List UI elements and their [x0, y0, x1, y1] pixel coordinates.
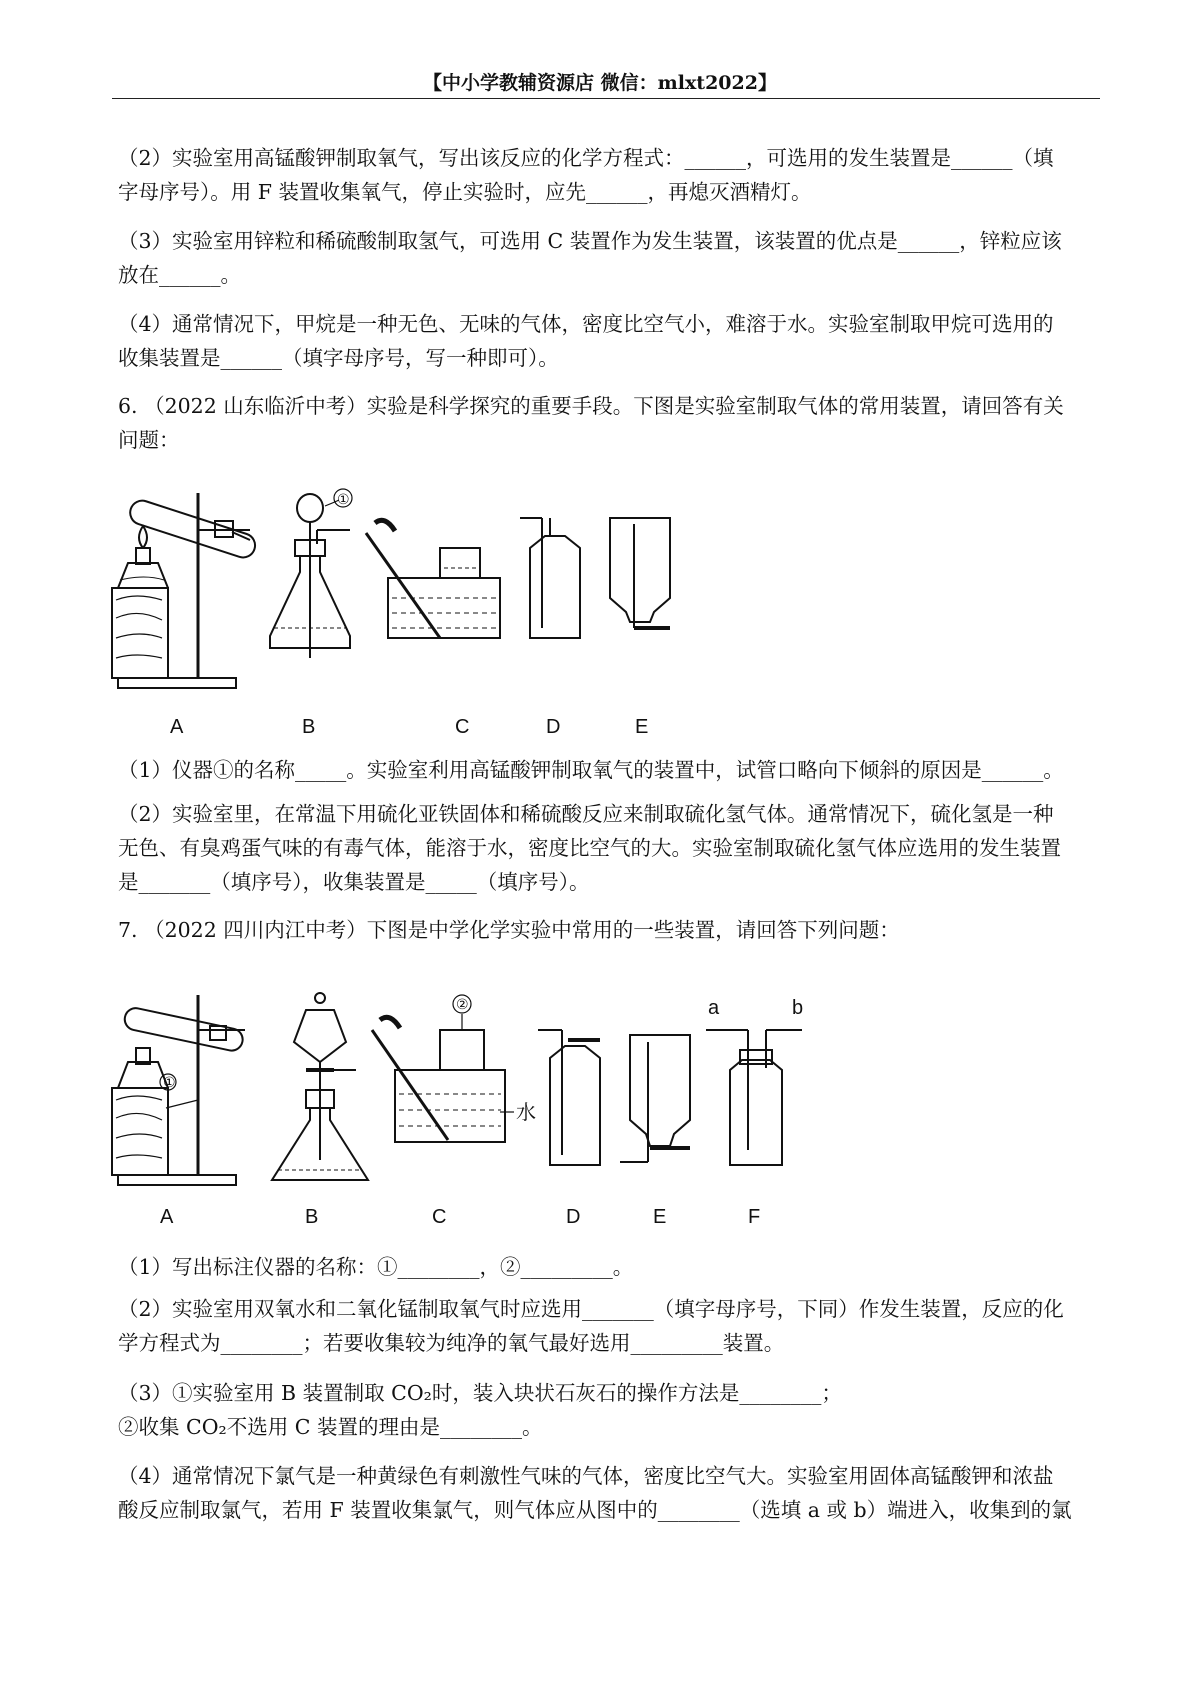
- text-line: （4）通常情况下，甲烷是一种无色、无味的气体，密度比空气小，难溶于水。实验室制取甲烷可选用的: [118, 312, 1054, 336]
- apparatus-f: [706, 997, 803, 1228]
- figure-q7-apparatus: [110, 990, 890, 1240]
- paragraph-q6: [118, 389, 1108, 457]
- text-line: （2）实验室用双氧水和二氧化锰制取氧气时应选用_______（填字母序号，下同）作发生装置，反应的化: [118, 1297, 1064, 1321]
- text-line: 放在______。: [118, 263, 241, 287]
- text-line: （2）实验室用高锰酸钾制取氧气，写出该反应的化学方程式：______，可选用的发生装置是______（填: [118, 146, 1054, 170]
- mark-1: ①: [337, 491, 350, 507]
- paragraph-q6-1: [118, 753, 1108, 787]
- label-c: C: [432, 1206, 447, 1228]
- text-line: 字母序号）。用 F 装置收集氧气，停止实验时，应先______，再熄灭酒精灯。: [118, 180, 812, 204]
- label-f: F: [748, 1206, 761, 1228]
- label-b: B: [305, 1206, 319, 1228]
- apparatus-b: [272, 993, 368, 1228]
- figure-q6-apparatus: [110, 488, 730, 748]
- label-b: B: [302, 716, 316, 738]
- header-rule: [112, 98, 1100, 99]
- text-line: （3）实验室用锌粒和稀硫酸制取氢气，可选用 C 装置作为发生装置，该装置的优点是______，锌粒应该: [118, 229, 1062, 253]
- paragraph-q7: [118, 913, 1108, 947]
- label-e: E: [635, 716, 649, 738]
- label-c: C: [455, 716, 470, 738]
- label-d: D: [566, 1206, 581, 1228]
- text-line: （2）实验室里，在常温下用硫化亚铁固体和稀硫酸反应来制取硫化氢气体。通常情况下，硫化氢是一种: [118, 802, 1054, 826]
- text-line: 7. （2022 四川内江中考）下图是中学化学实验中常用的一些装置，请回答下列问题：: [118, 918, 900, 942]
- apparatus-d: [520, 518, 580, 738]
- apparatus-a: [112, 995, 245, 1228]
- apparatus-d: [538, 1030, 600, 1228]
- port-b-label: b: [792, 997, 804, 1019]
- page-header: 【中小学教辅资源店 微信：mlxt2022】: [423, 72, 777, 94]
- text-line: （1）写出标注仪器的名称：①________，②_________。: [118, 1255, 634, 1279]
- water-label: 水: [516, 1102, 536, 1124]
- apparatus-c: [372, 995, 536, 1228]
- text-line: 无色、有臭鸡蛋气味的有毒气体，能溶于水，密度比空气的大。实验室制取硫化氢气体应选用的发生装置: [118, 836, 1061, 860]
- text-line: 学方程式为________；若要收集较为纯净的氧气最好选用_________装置。: [118, 1331, 785, 1355]
- apparatus-a: [112, 493, 258, 738]
- paragraph-p5-3: [118, 224, 1108, 292]
- apparatus-e: [610, 518, 670, 738]
- text-line: （4）通常情况下氯气是一种黄绿色有刺激性气味的气体，密度比空气大。实验室用固体高锰酸钾和浓盐: [118, 1464, 1054, 1488]
- paragraph-q7-2: [118, 1292, 1108, 1360]
- paragraph-p5-4: [118, 307, 1108, 375]
- apparatus-c: [366, 520, 500, 738]
- mark-2: ②: [456, 996, 469, 1012]
- text-line: ②收集 CO₂不选用 C 装置的理由是________。: [118, 1415, 543, 1439]
- paragraph-q6-2: [118, 797, 1108, 899]
- paragraph-q7-4: [118, 1459, 1108, 1527]
- text-line: 酸反应制取氯气，若用 F 装置收集氯气，则气体应从图中的________（选填 a 或 b）端进入，收集到的氯: [118, 1498, 1072, 1522]
- text-line: 是_______（填序号），收集装置是_____（填序号）。: [118, 870, 590, 894]
- text-line: 6. （2022 山东临沂中考）实验是科学探究的重要手段。下图是实验室制取气体的常用装置，请回答有关: [118, 394, 1064, 418]
- mark-1: ①: [163, 1074, 176, 1090]
- paragraph-p5-2: [118, 141, 1108, 209]
- label-d: D: [546, 716, 561, 738]
- paragraph-q7-3: [118, 1376, 1108, 1444]
- paragraph-q7-1: [118, 1250, 1108, 1284]
- text-line: （3）①实验室用 B 装置制取 CO₂时，装入块状石灰石的操作方法是________；: [118, 1381, 842, 1405]
- apparatus-e: [620, 1035, 690, 1228]
- port-a-label: a: [708, 997, 720, 1019]
- apparatus-b: [270, 489, 352, 738]
- text-line: 问题：: [118, 428, 180, 452]
- label-a: A: [170, 716, 184, 738]
- label-e: E: [653, 1206, 667, 1228]
- label-a: A: [160, 1206, 174, 1228]
- text-line: 收集装置是______（填字母序号，写一种即可）。: [118, 346, 559, 370]
- text-line: （1）仪器①的名称_____。实验室利用高锰酸钾制取氧气的装置中，试管口略向下倾斜的原因是______。: [118, 758, 1064, 782]
